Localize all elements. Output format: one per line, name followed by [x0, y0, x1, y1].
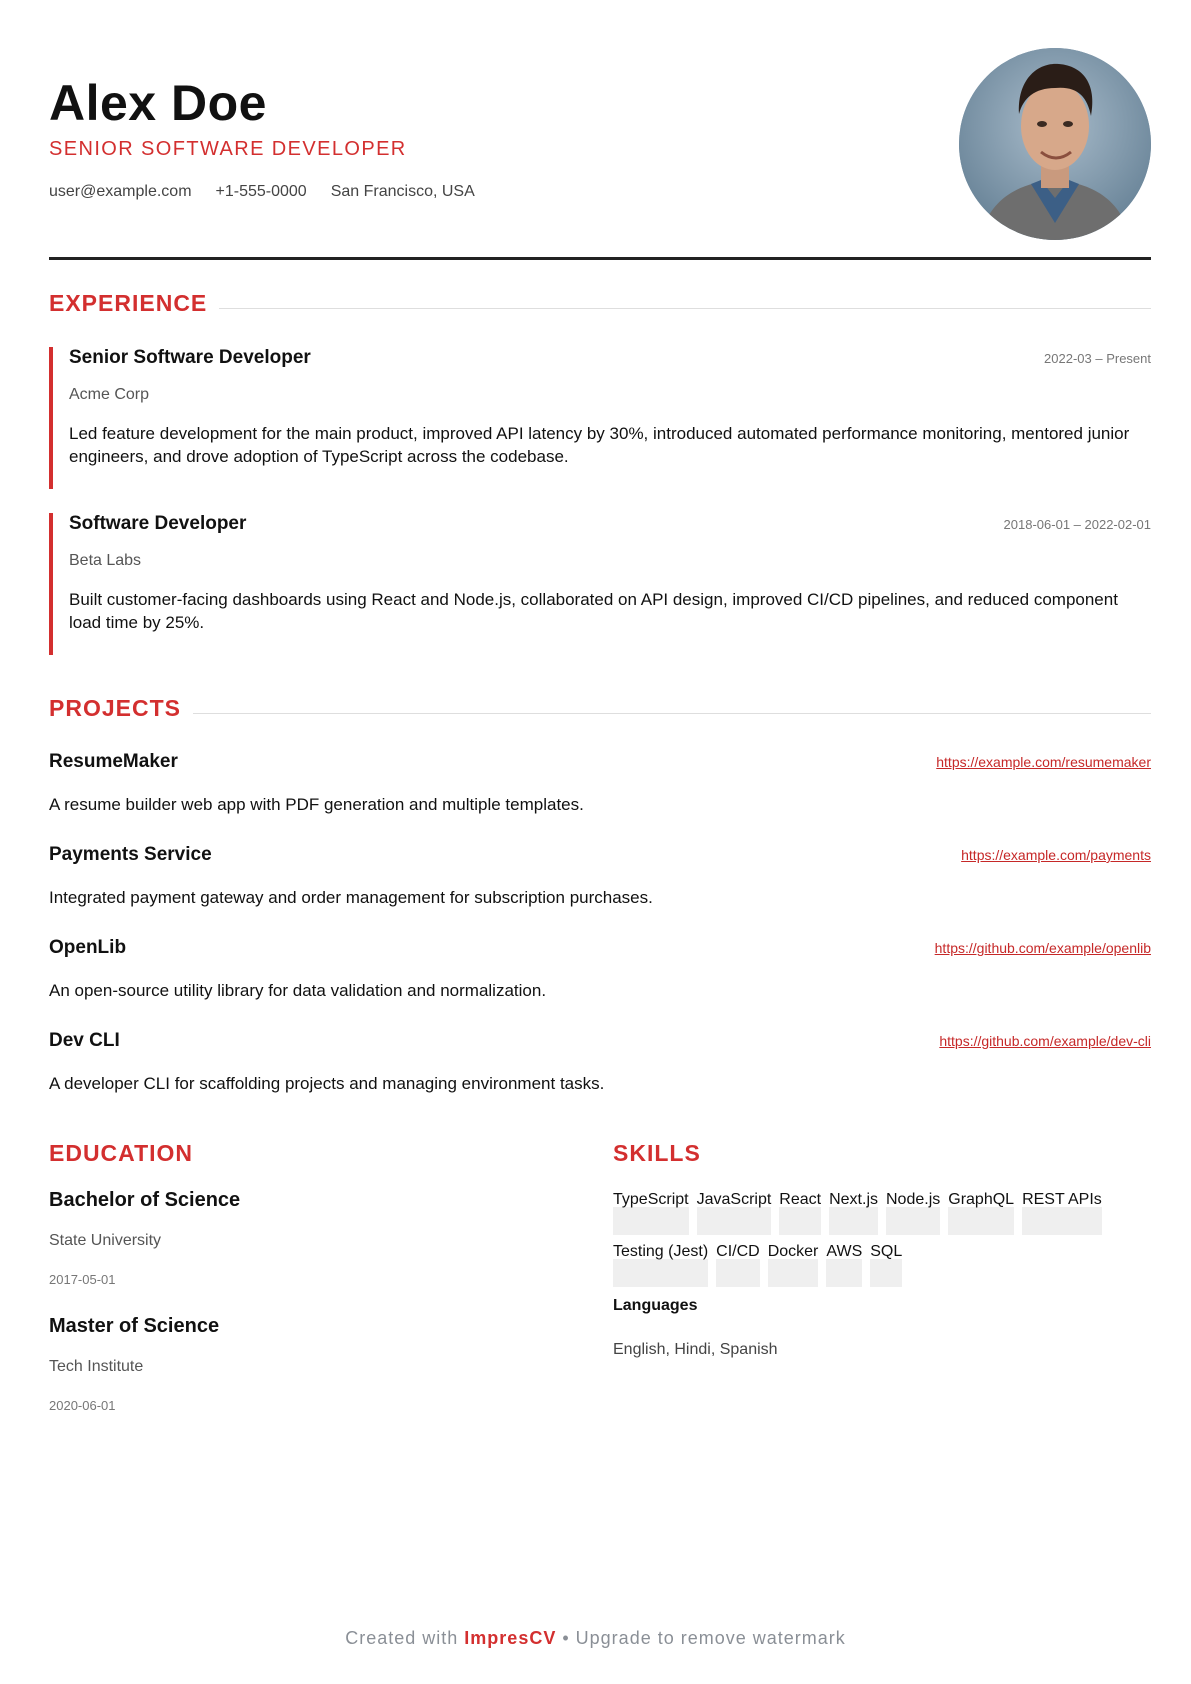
skills-heading: SKILLS — [613, 1140, 701, 1166]
resume-header — [49, 48, 1151, 260]
project-description: Integrated payment gateway and order management for subscription purchases. — [49, 888, 653, 907]
project-description: An open-source utility library for data validation and normalization. — [49, 981, 547, 1000]
profile-photo — [959, 48, 1151, 240]
projects-heading: PROJECTS — [49, 695, 181, 721]
skill-chip: CI/CD — [716, 1243, 760, 1287]
degree-title: Bachelor of Science — [49, 1189, 241, 1211]
contact-phone[interactable]: +1-555-0000 — [215, 183, 307, 200]
skill-chip: GraphQL — [948, 1191, 1014, 1235]
school-name: Tech Institute — [49, 1358, 144, 1375]
contact-info — [49, 183, 475, 201]
projects-heading-row — [49, 695, 1151, 722]
skill-chip: REST APIs — [1022, 1191, 1102, 1235]
education-heading: EDUCATION — [49, 1140, 194, 1166]
project-link[interactable]: https://example.com/payments — [961, 847, 1151, 863]
project-item — [49, 751, 1151, 815]
job-title: Software Developer — [69, 513, 247, 534]
skill-chip: Docker — [768, 1243, 819, 1287]
project-description: A resume builder web app with PDF generation and multiple templates. — [49, 795, 584, 814]
skill-chip: React — [779, 1191, 821, 1235]
project-item — [49, 844, 1151, 908]
project-link[interactable]: https://github.com/example/dev-cli — [939, 1033, 1151, 1049]
job-description: Led feature development for the main product, improved API latency by 30%, introduced automated performance monitoring, mentored junior engineers, and drove adoption of TypeScript across the codebase. — [69, 424, 1130, 466]
footer-upgrade-text[interactable]: • Upgrade to remove watermark — [562, 1628, 846, 1648]
skill-chip: TypeScript — [613, 1191, 689, 1235]
project-link[interactable]: https://example.com/resumemaker — [936, 754, 1151, 770]
section-divider — [219, 308, 1151, 309]
job-date: 2018-06-01 – 2022-02-01 — [1003, 517, 1151, 532]
school-name: State University — [49, 1232, 162, 1249]
skill-chip: Next.js — [829, 1191, 878, 1235]
project-name: Payments Service — [49, 844, 212, 865]
experience-item — [49, 347, 1151, 489]
education-item — [49, 1189, 569, 1287]
watermark-footer — [0, 1628, 1191, 1649]
project-name: ResumeMaker — [49, 751, 178, 772]
skill-chip: AWS — [826, 1243, 862, 1287]
project-description: A developer CLI for scaffolding projects and managing environment tasks. — [49, 1074, 605, 1093]
skills-section — [613, 1140, 1133, 1359]
project-item — [49, 937, 1151, 1001]
section-divider — [193, 713, 1151, 714]
project-name: Dev CLI — [49, 1030, 120, 1051]
education-section — [49, 1140, 569, 1441]
header-divider — [49, 257, 1151, 260]
skill-chip: Testing (Jest) — [613, 1243, 708, 1287]
skill-chip: SQL — [870, 1243, 902, 1287]
project-name: OpenLib — [49, 937, 127, 958]
footer-prefix: Created with — [345, 1628, 459, 1648]
candidate-name: Alex Doe — [49, 75, 267, 131]
skill-chip: Node.js — [886, 1191, 940, 1235]
job-description: Built customer-facing dashboards using React and Node.js, collaborated on API design, improved CI/CD pipelines, and reduced component load time by 25%. — [69, 590, 1118, 632]
languages-list: English, Hindi, Spanish — [613, 1341, 778, 1358]
company-name: Acme Corp — [69, 386, 150, 403]
experience-heading-row — [49, 290, 1151, 317]
contact-location: San Francisco, USA — [330, 183, 475, 200]
footer-brand[interactable]: ImpresCV — [464, 1628, 557, 1648]
education-item — [49, 1315, 569, 1413]
experience-heading: EXPERIENCE — [49, 290, 208, 316]
job-title: Senior Software Developer — [69, 347, 311, 368]
contact-email[interactable]: user@example.com — [49, 183, 192, 200]
languages-label: Languages — [613, 1297, 698, 1314]
degree-title: Master of Science — [49, 1315, 220, 1337]
candidate-role: SENIOR SOFTWARE DEVELOPER — [49, 138, 407, 160]
project-link[interactable]: https://github.com/example/openlib — [934, 940, 1151, 956]
job-date: 2022-03 – Present — [1044, 351, 1151, 366]
graduation-date: 2017-05-01 — [49, 1272, 116, 1287]
company-name: Beta Labs — [69, 552, 142, 569]
experience-item — [49, 513, 1151, 655]
skill-chip-list — [613, 1191, 1113, 1287]
skill-chip: JavaScript — [697, 1191, 772, 1235]
graduation-date: 2020-06-01 — [49, 1398, 116, 1413]
project-item — [49, 1030, 1151, 1094]
